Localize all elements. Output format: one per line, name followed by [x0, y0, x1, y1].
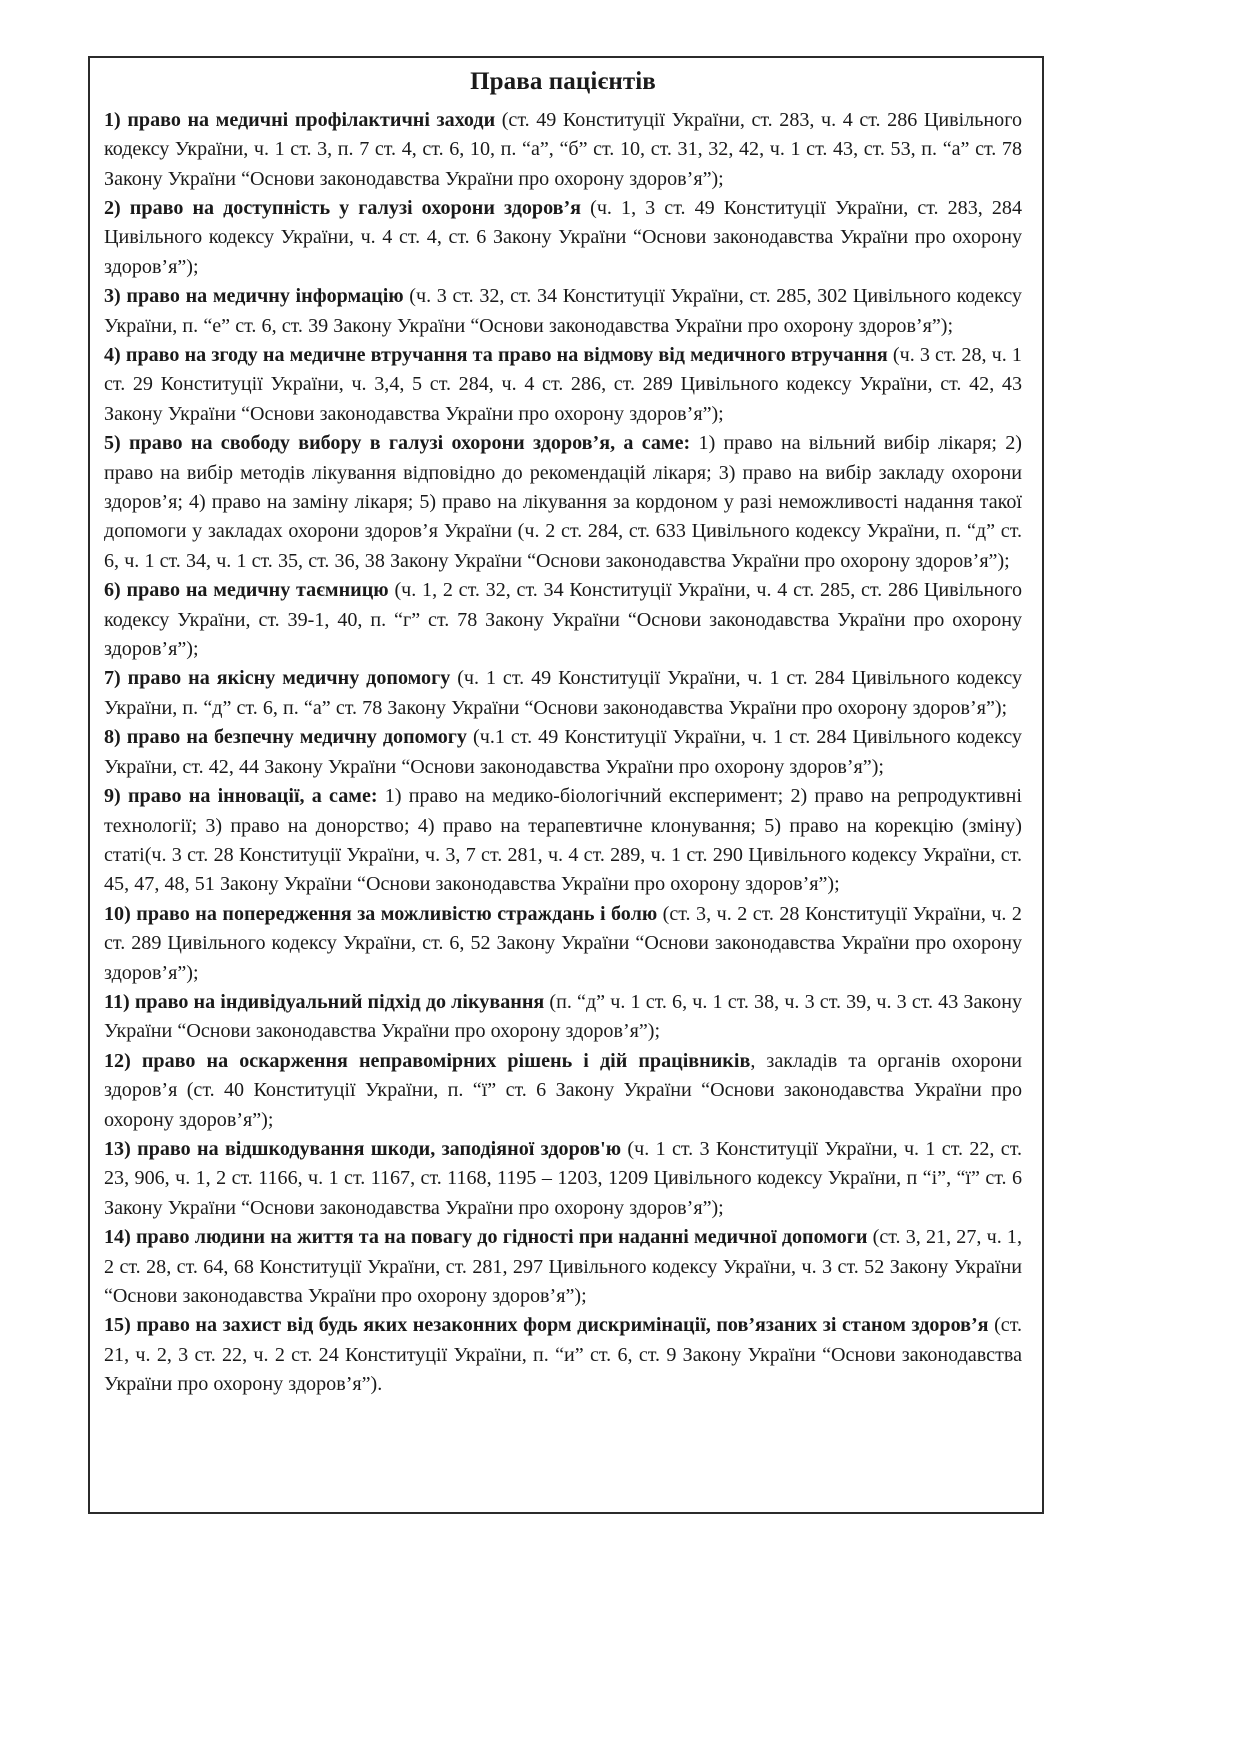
clause-item [104, 723, 1022, 782]
document-content [98, 62, 1028, 1400]
clause-body: (ч. 1, 2 ст. 32, ст. 34 Конституції України, ч. 4 ст. 285, ст. 286 Цивільного кодексу України, ст. 39-1, 40, п. “г” ст. 78 Закону України “Основи законодавства України про охорону здоров’я”); [104, 579, 1022, 661]
clause-body: , закладів та органів охорони здоров’я (ст. 40 Конституції України, п. “ї” ст. 6 Закону України “Основи законодавства України про охорону здоров’я”); [104, 1049, 1023, 1131]
clause-heading: 10) право на попередження за можливістю страждань і болю [104, 902, 658, 925]
clause-body: (ч. 1 ст. 49 Конституції України, ч. 1 ст. 284 Цивільного кодексу України, п. “д” ст. 6, п. “а” ст. 78 Закону України “Основи законодавства України про охорону здоров’я”); [104, 667, 1022, 719]
clause-heading: 11) право на індивідуальний підхід до лікування [104, 990, 545, 1013]
clause-item [104, 106, 1022, 194]
clause-body: (ст. 3, ч. 2 ст. 28 Конституції України, ч. 2 ст. 289 Цивільного кодексу України, ст. 6, 52 Закону України “Основи законодавства України про охорону здоров’я”); [104, 902, 1022, 984]
clause-body: (ст. 49 Конституції України, ст. 283, ч. 4 ст. 286 Цивільного кодексу України, ч. 1 ст. 3, п. 7 ст. 4, ст. 6, 10, п. “а”, “б” ст. 10, ст. 31, 32, 42, ч. 1 ст. 43, ст. 53, п. “а” ст. 78 Закону України “Основи законодавства України про охорону здоров’я”); [104, 108, 1022, 190]
clause-item [104, 1047, 1022, 1135]
clause-item [104, 900, 1022, 988]
clause-item [104, 194, 1022, 282]
clause-heading: 6) право на медичну таємницю [104, 579, 389, 602]
clause-item [104, 1311, 1022, 1399]
clause-heading: 3) право на медичну інформацію [104, 285, 404, 308]
clause-heading: 2) право на доступність у галузі охорони здоров’я [104, 196, 582, 219]
clause-item [104, 341, 1022, 429]
clause-item [104, 664, 1022, 723]
clause-heading: 13) право на відшкодування шкоди, заподіяної здоров'ю [104, 1137, 622, 1160]
clause-heading: 12) право на оскарження неправомірних рішень і дій працівників [104, 1049, 751, 1072]
clause-item [104, 282, 1022, 341]
clause-heading: 5) право на свободу вибору в галузі охорони здоров’я, а саме: [104, 432, 691, 455]
clause-heading: 14) право людини на життя та на повагу до гідності при наданні медичної допомоги [104, 1226, 868, 1249]
clause-body: 1) право на медико-біологічний експеримент; 2) право на репродуктивні технології; 3) право на донорство; 4) право на терапевтичне клонування; 5) право на корекцію (зміну) статі(ч. 3 ст. 28 Конституції України, ч. 3, 7 ст. 281, ч. 4 ст. 289, ч. 1 ст. 290 Цивільного кодексу України, ст. 45, 47, 48, 51 Закону України “Основи законодавства України про охорону здоров’я”); [104, 785, 1022, 896]
clause-heading: 15) право на захист від будь яких незаконних форм дискримінації, пов’язаних зі станом здоров’я [104, 1314, 989, 1337]
clause-item [104, 1135, 1022, 1223]
clause-body: (ст. 21, ч. 2, 3 ст. 22, ч. 2 ст. 24 Конституції України, п. “и” ст. 6, ст. 9 Закону України “Основи законодавства України про охорону здоров’я”). [104, 1314, 1022, 1396]
patient-rights-list [104, 106, 1022, 1400]
clause-body: (ч. 3 ст. 28, ч. 1 ст. 29 Конституції України, ч. 3,4, 5 ст. 284, ч. 4 ст. 286, ст. 289 Цивільного кодексу України, ст. 42, 43 Закону України “Основи законодавства України про охорону здоров’я”); [104, 344, 1022, 425]
clause-body: (ч.1 ст. 49 Конституції України, ч. 1 ст. 284 Цивільного кодексу України, ст. 42, 44 Закону України “Основи законодавства України про охорону здоров’я”); [104, 726, 1022, 778]
clause-item [104, 1223, 1022, 1311]
clause-body: (ст. 3, 21, 27, ч. 1, 2 ст. 28, ст. 64, 68 Конституції України, ст. 281, 297 Цивільного кодексу України, ч. 3 ст. 52 Закону України “Основи законодавства України про охорону здоров’я”); [104, 1226, 1022, 1307]
clause-heading: 8) право на безпечну медичну допомогу [104, 726, 467, 749]
clause-item [104, 782, 1022, 900]
clause-body: (ч. 1 ст. 3 Конституції України, ч. 1 ст. 22, ст. 23, 906, ч. 1, 2 ст. 1166, ч. 1 ст. 1167, ст. 1168, 1195 – 1203, 1209 Цивільного кодексу України, п “і”, “ї” ст. 6 Закону України “Основи законодавства України про охорону здоров’я”); [104, 1137, 1022, 1219]
clause-heading: 9) право на інновації, а саме: [104, 785, 378, 808]
clause-body: (п. “д” ч. 1 ст. 6, ч. 1 ст. 38, ч. 3 ст. 39, ч. 3 ст. 43 Закону України “Основи законодавства України про охорону здоров’я”); [104, 990, 1022, 1043]
clause-heading: 4) право на згоду на медичне втручання та право на відмову від медичного втручання [104, 344, 888, 366]
clause-body: (ч. 1, 3 ст. 49 Конституції України, ст. 283, 284 Цивільного кодексу України, ч. 4 ст. 4, ст. 6 Закону України “Основи законодавства України про охорону здоров’я”); [104, 196, 1022, 278]
clause-heading: 7) право на якісну медичну допомогу [104, 667, 451, 690]
clause-item [104, 988, 1022, 1047]
clause-body: 1) право на вільний вибір лікаря; 2) право на вибір методів лікування відповідно до рекомендацій лікаря; 3) право на вибір закладу охорони здоров’я; 4) право на заміну лікаря; 5) право на лікування за кордоном у разі неможливості надання такої допомоги у закладах охорони здоров’я України (ч. 2 ст. 284, ст. 633 Цивільного кодексу України, п. “д” ст. 6, ч. 1 ст. 34, ч. 1 ст. 35, ст. 36, 38 Закону України “Основи законодавства України про охорону здоров’я”); [104, 432, 1022, 572]
clause-item [104, 429, 1022, 576]
clause-item [104, 576, 1022, 664]
clause-body: (ч. 3 ст. 32, ст. 34 Конституції України, ст. 285, 302 Цивільного кодексу України, п. “е” ст. 6, ст. 39 Закону України “Основи законодавства України про охорону здоров’я”); [104, 285, 1022, 337]
clause-heading: 1) право на медичні профілактичні заходи [104, 108, 496, 131]
page-title: Права пацієнтів [470, 68, 656, 95]
